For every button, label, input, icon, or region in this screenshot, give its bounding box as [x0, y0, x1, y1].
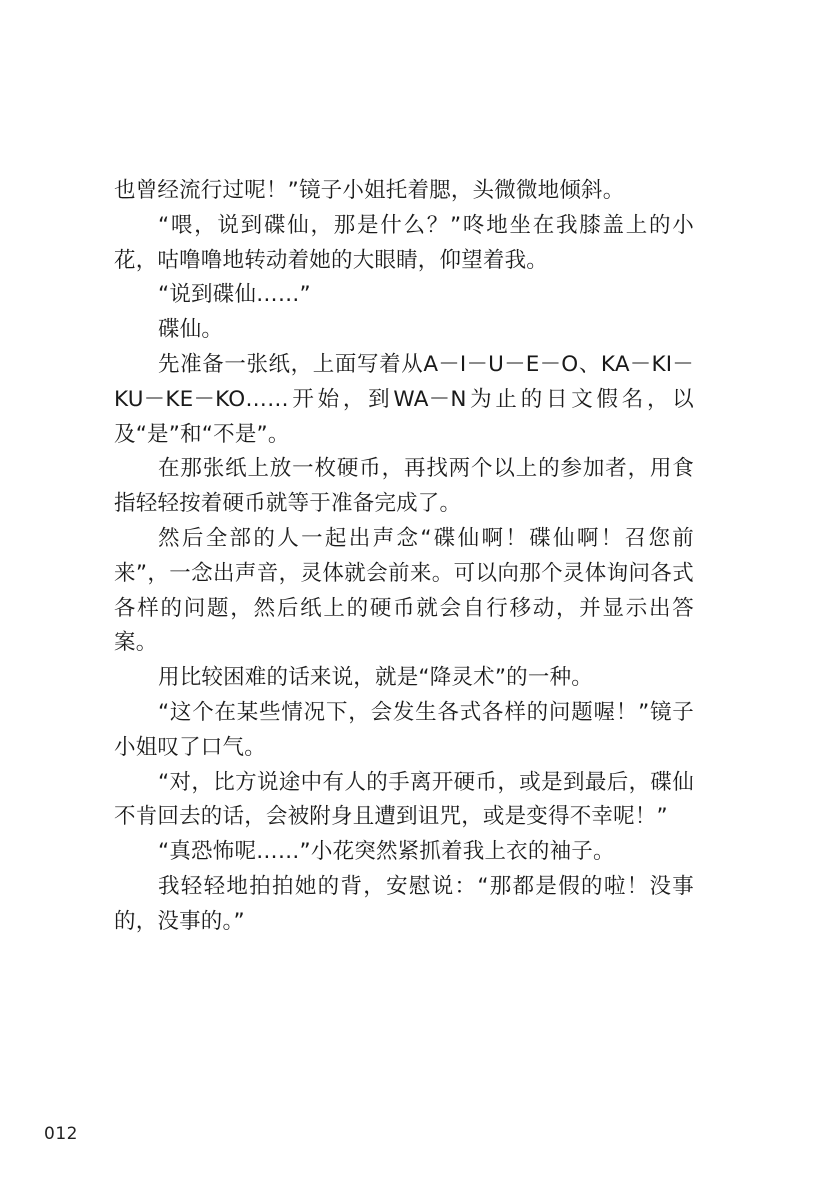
paragraph: “这个在某些情况下，会发生各式各样的问题喔！”镜子小姐叹了口气。 — [114, 699, 694, 760]
paragraph: “对，比方说途中有人的手离开硬币，或是到最后，碟仙不肯回去的话，会被附身且遭到诅咒，或是变得不幸呢！” — [114, 769, 694, 830]
paragraph: 然后全部的人一起出声念“碟仙啊！碟仙啊！召您前来”，一念出声音，灵体就会前来。可以向那个灵体询问各式各样的问题，然后纸上的硬币就会自行移动，并显示出答案。 — [114, 525, 694, 656]
paragraph: 碟仙。 — [158, 317, 224, 343]
paragraph: 先准备一张纸，上面写着从A－I－U－E－O、KA－KI－KU－KE－KO……开始，到WA－N为止的日文假名，以及“是”和“不是”。 — [114, 351, 694, 447]
paragraph: 也曾经流行过呢！”镜子小姐托着腮，头微微地倾斜。 — [114, 178, 625, 203]
page-number: 012 — [44, 1124, 78, 1144]
paragraph: “喂，说到碟仙，那是什么？”咚地坐在我膝盖上的小花，咕噜噜地转动着她的大眼睛，仰望着我。 — [114, 212, 694, 273]
paragraph: “真恐怖呢……”小花突然紧抓着我上衣的袖子。 — [158, 839, 615, 865]
paragraph: “说到碟仙……” — [158, 282, 311, 308]
paragraph: 用比较困难的话来说，就是“降灵术”的一种。 — [158, 665, 593, 691]
page-body — [114, 174, 694, 940]
paragraph: 我轻轻地拍拍她的背，安慰说：“那都是假的啦！没事的，没事的。” — [114, 873, 694, 934]
paragraph: 在那张纸上放一枚硬币，再找两个以上的参加者，用食指轻轻按着硬币就等于准备完成了。 — [114, 456, 694, 517]
